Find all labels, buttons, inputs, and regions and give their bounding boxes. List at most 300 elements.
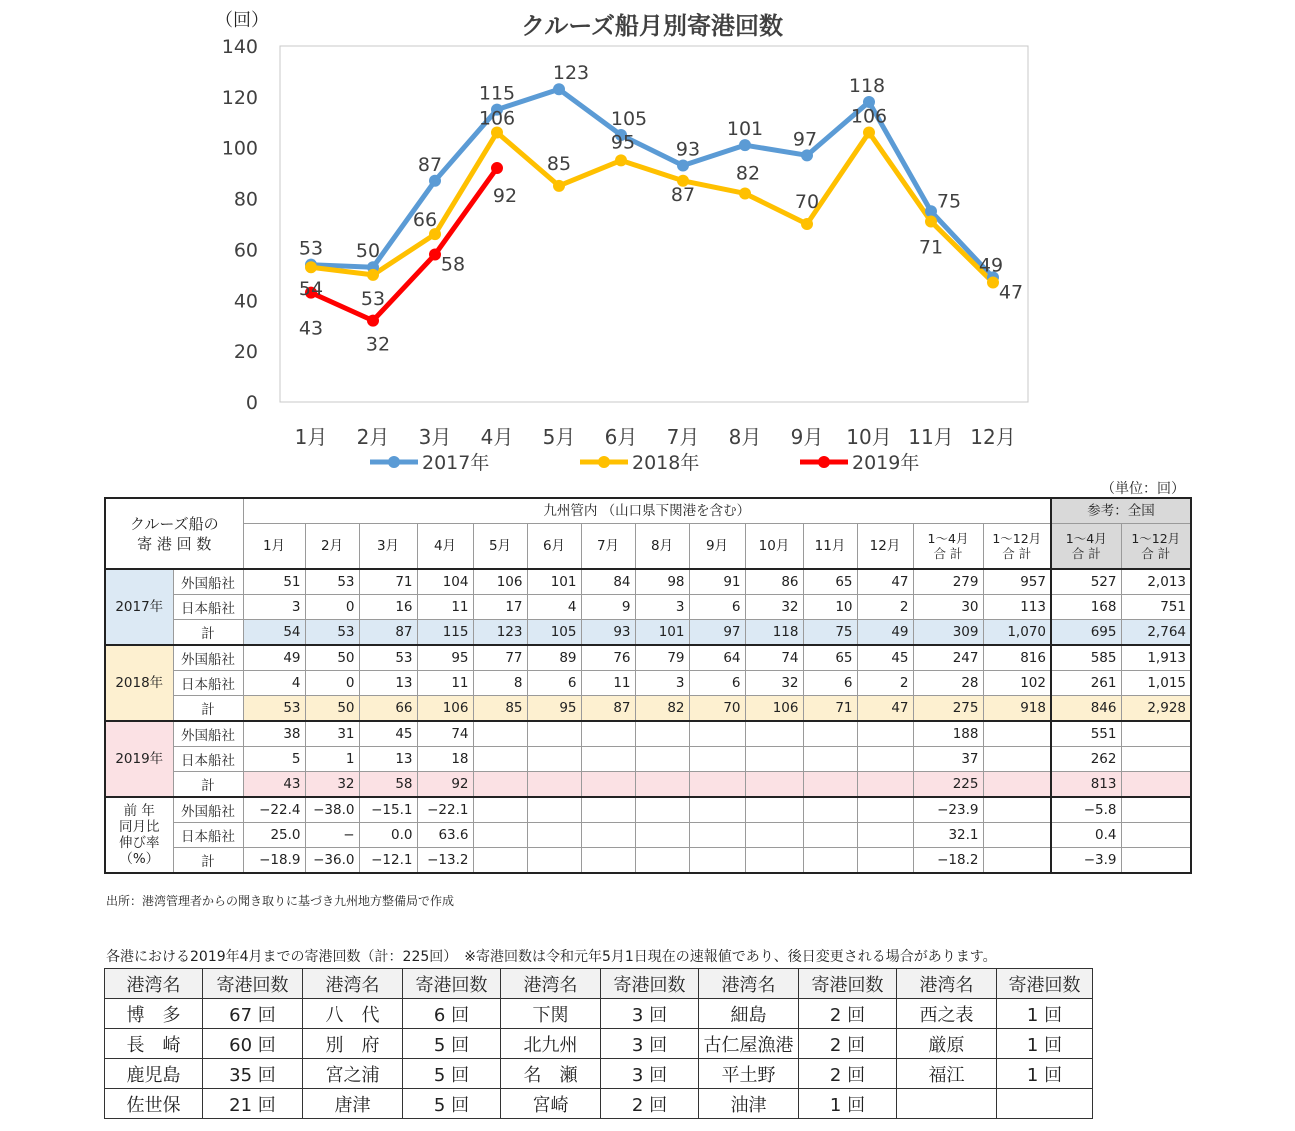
- row-label: 外国船社: [173, 569, 243, 595]
- table-cell: 18: [417, 747, 473, 772]
- table-cell: 49: [857, 620, 913, 646]
- month-header: 6月: [527, 524, 581, 570]
- month-header: 3月: [359, 524, 417, 570]
- port-name: 油津: [699, 1089, 799, 1119]
- data-label: 82: [735, 162, 761, 185]
- table-cell: 813: [1051, 772, 1121, 798]
- port-count: 5 回: [403, 1059, 501, 1089]
- port-name: [897, 1089, 997, 1119]
- cruise-stats-table: [104, 497, 1192, 874]
- data-point-0: [801, 149, 813, 161]
- port-name-header: 港湾名: [699, 969, 799, 999]
- unit-label: （単位：回）: [1101, 481, 1185, 497]
- row-label: 日本船社: [173, 747, 243, 772]
- port-count-header: 寄港回数: [799, 969, 897, 999]
- table-cell: 25.0: [243, 823, 305, 848]
- table-cell: 98: [635, 569, 689, 595]
- ref-sum-header-line: 1～4月: [1065, 531, 1107, 546]
- table-cell: [635, 721, 689, 747]
- table-cell: 8: [473, 671, 527, 696]
- group-label: 前 年 同月比 伸び率 （%）: [105, 797, 173, 873]
- table-cell: 47: [857, 569, 913, 595]
- data-point-2: [491, 162, 503, 174]
- table-cell: 82: [635, 696, 689, 722]
- table-cell: 957: [983, 569, 1051, 595]
- table-cell: 0: [305, 671, 359, 696]
- table-cell: [527, 721, 581, 747]
- table-cell: [635, 848, 689, 874]
- table-cell: [581, 721, 635, 747]
- table-cell: [983, 747, 1051, 772]
- table-cell: 65: [803, 645, 857, 671]
- y-tick-label: 140: [221, 36, 258, 58]
- table-cell: −22.1: [417, 797, 473, 823]
- row-label: 日本船社: [173, 595, 243, 620]
- data-label: 32: [365, 333, 391, 356]
- table-cell: −12.1: [359, 848, 417, 874]
- table-cell: 95: [417, 645, 473, 671]
- y-tick-label: 40: [233, 290, 258, 313]
- table-cell: 5: [243, 747, 305, 772]
- table-cell: 64: [689, 645, 745, 671]
- table-cell: 118: [745, 620, 803, 646]
- table-cell: 92: [417, 772, 473, 798]
- port-count: 1 回: [799, 1089, 897, 1119]
- y-tick-label: 20: [233, 341, 258, 364]
- table-cell: −3.9: [1051, 848, 1121, 874]
- table-cell: [635, 772, 689, 798]
- table-cell: 0.4: [1051, 823, 1121, 848]
- table-cell: 63.6: [417, 823, 473, 848]
- table-cell: [635, 797, 689, 823]
- legend-label: 2019年: [852, 452, 920, 474]
- month-header: 5月: [473, 524, 527, 570]
- group-label: 2018年: [105, 645, 173, 721]
- x-tick-label: 3月: [418, 425, 452, 449]
- table-cell: 75: [803, 620, 857, 646]
- data-point-1: [739, 187, 751, 199]
- port-count: 3 回: [601, 1029, 699, 1059]
- table-cell: [857, 823, 913, 848]
- table-cell: [983, 797, 1051, 823]
- row-label: 日本船社: [173, 823, 243, 848]
- month-header: 7月: [581, 524, 635, 570]
- ref-sum-header: [1121, 524, 1191, 570]
- data-label: 85: [546, 152, 572, 175]
- table-cell: 106: [417, 696, 473, 722]
- table-cell: 32.1: [913, 823, 983, 848]
- table-cell: 13: [359, 747, 417, 772]
- table-cell: 87: [359, 620, 417, 646]
- port-name: 博 多: [105, 999, 203, 1029]
- legend-marker-0: [388, 456, 400, 468]
- table-cell: −38.0: [305, 797, 359, 823]
- table-cell: 13: [359, 671, 417, 696]
- data-label: 53: [298, 237, 324, 260]
- table-cell: 551: [1051, 721, 1121, 747]
- row-label: 計: [173, 620, 243, 646]
- port-name: 唐津: [303, 1089, 403, 1119]
- table-cell: 1,015: [1121, 671, 1191, 696]
- x-tick-label: 2月: [356, 425, 390, 449]
- month-header: 1月: [243, 524, 305, 570]
- table-cell: 101: [527, 569, 581, 595]
- table-cell: 279: [913, 569, 983, 595]
- port-count: 2 回: [601, 1089, 699, 1119]
- ref-sum-header-line: 合 計: [1141, 546, 1171, 561]
- table-row: [105, 797, 1191, 823]
- y-tick-label: 120: [221, 86, 258, 109]
- month-header: 10月: [745, 524, 803, 570]
- table-cell: 87: [581, 696, 635, 722]
- data-label: 105: [610, 108, 648, 130]
- table-cell: 47: [857, 696, 913, 722]
- data-point-1: [987, 276, 999, 288]
- port-count: 3 回: [601, 1059, 699, 1089]
- x-tick-label: 7月: [666, 425, 700, 449]
- table-cell: [473, 848, 527, 874]
- table-cell: [473, 721, 527, 747]
- table-cell: 17: [473, 595, 527, 620]
- table-cell: −13.2: [417, 848, 473, 874]
- data-point-2: [367, 315, 379, 327]
- table-cell: 31: [305, 721, 359, 747]
- data-point-1: [801, 218, 813, 230]
- table-cell: 4: [243, 671, 305, 696]
- table-row: [105, 823, 1191, 848]
- data-label: 93: [675, 138, 701, 161]
- table-cell: 585: [1051, 645, 1121, 671]
- data-point-1: [305, 261, 317, 273]
- table-cell: 6: [803, 671, 857, 696]
- port-name: 長 崎: [105, 1029, 203, 1059]
- port-count: 60 回: [203, 1029, 303, 1059]
- table-cell: 84: [581, 569, 635, 595]
- table-cell: 54: [243, 620, 305, 646]
- table-cell: 0.0: [359, 823, 417, 848]
- sum-header-line: 1～4月: [927, 531, 969, 546]
- table-cell: 11: [417, 595, 473, 620]
- table-cell: 97: [689, 620, 745, 646]
- table-cell: 49: [243, 645, 305, 671]
- table-row: [105, 595, 1191, 620]
- table-cell: 9: [581, 595, 635, 620]
- port-name-header: 港湾名: [897, 969, 997, 999]
- ports-row: [105, 1029, 1093, 1059]
- row-label: 計: [173, 848, 243, 874]
- month-header: 8月: [635, 524, 689, 570]
- port-count-header: 寄港回数: [403, 969, 501, 999]
- port-name: 平土野: [699, 1059, 799, 1089]
- table-cell: [803, 823, 857, 848]
- table-cell: [803, 848, 857, 874]
- port-count: [997, 1089, 1093, 1119]
- data-point-1: [863, 126, 875, 138]
- table-cell: 751: [1121, 595, 1191, 620]
- table-cell: [689, 772, 745, 798]
- table-row: [105, 848, 1191, 874]
- port-count: 1 回: [997, 999, 1093, 1029]
- table-cell: 71: [359, 569, 417, 595]
- port-name: 佐世保: [105, 1089, 203, 1119]
- port-name: 名 瀬: [501, 1059, 601, 1089]
- port-count-header: 寄港回数: [997, 969, 1093, 999]
- table-cell: [803, 721, 857, 747]
- port-count: 35 回: [203, 1059, 303, 1089]
- group-label: 2019年: [105, 721, 173, 797]
- table-cell: [473, 797, 527, 823]
- x-tick-label: 6月: [604, 425, 638, 449]
- y-tick-label: 80: [233, 188, 258, 211]
- ref-sum-header: [1051, 524, 1121, 570]
- table-cell: 45: [857, 645, 913, 671]
- data-label: 58: [440, 253, 466, 276]
- table-cell: 105: [527, 620, 581, 646]
- table-cell: [1121, 747, 1191, 772]
- legend-label: 2017年: [422, 452, 490, 474]
- ref-header: 参考：全国: [1051, 498, 1191, 524]
- table-cell: 28: [913, 671, 983, 696]
- x-tick-label: 10月: [846, 425, 892, 449]
- sum-header: [983, 524, 1051, 570]
- table-cell: [527, 848, 581, 874]
- data-label: 95: [610, 131, 636, 154]
- data-label: 70: [794, 191, 820, 213]
- port-count: 2 回: [799, 1029, 897, 1059]
- row-label: 日本船社: [173, 671, 243, 696]
- table-cell: [473, 823, 527, 848]
- data-point-1: [553, 180, 565, 192]
- table-cell: [527, 772, 581, 798]
- table-cell: [581, 772, 635, 798]
- table-row: [105, 671, 1191, 696]
- table-row: [105, 747, 1191, 772]
- y-tick-label: 60: [233, 239, 258, 262]
- table-cell: 2,928: [1121, 696, 1191, 722]
- month-header: 4月: [417, 524, 473, 570]
- table-cell: [1121, 797, 1191, 823]
- data-label: 87: [417, 153, 443, 176]
- data-label: 43: [298, 317, 324, 340]
- table-cell: [857, 772, 913, 798]
- table-cell: 76: [581, 645, 635, 671]
- port-count: 2 回: [799, 1059, 897, 1089]
- table-cell: 10: [803, 595, 857, 620]
- table-cell: 53: [359, 645, 417, 671]
- port-name: 下関: [501, 999, 601, 1029]
- table-cell: 3: [635, 595, 689, 620]
- data-label: 92: [492, 185, 518, 208]
- sum-header-line: 合 計: [1002, 546, 1032, 561]
- table-cell: 95: [527, 696, 581, 722]
- data-label: 71: [918, 236, 944, 259]
- table-cell: [635, 747, 689, 772]
- table-cell: 527: [1051, 569, 1121, 595]
- table-cell: [635, 823, 689, 848]
- port-count: 21 回: [203, 1089, 303, 1119]
- table-cell: 93: [581, 620, 635, 646]
- ports-row: [105, 1089, 1093, 1119]
- table-cell: [857, 848, 913, 874]
- table-cell: [983, 721, 1051, 747]
- table-cell: [745, 772, 803, 798]
- port-count: 5 回: [403, 1089, 501, 1119]
- series-line-2: [311, 168, 497, 321]
- port-count: 1 回: [997, 1059, 1093, 1089]
- table-cell: 85: [473, 696, 527, 722]
- table-cell: −36.0: [305, 848, 359, 874]
- table-cell: 2: [857, 595, 913, 620]
- table-cell: 11: [417, 671, 473, 696]
- port-name-header: 港湾名: [501, 969, 601, 999]
- table-cell: 11: [581, 671, 635, 696]
- x-tick-label: 4月: [480, 425, 514, 449]
- table-cell: [983, 823, 1051, 848]
- sum-header: [913, 524, 983, 570]
- table-cell: [473, 747, 527, 772]
- table-cell: [803, 772, 857, 798]
- table-cell: 86: [745, 569, 803, 595]
- table-cell: [857, 721, 913, 747]
- table-cell: 816: [983, 645, 1051, 671]
- ref-sum-header-line: 1～12月: [1131, 531, 1181, 546]
- table-cell: 70: [689, 696, 745, 722]
- table-cell: 2,013: [1121, 569, 1191, 595]
- data-point-0: [553, 83, 565, 95]
- table-cell: 6: [689, 671, 745, 696]
- table-cell: 3: [635, 671, 689, 696]
- table-cell: 168: [1051, 595, 1121, 620]
- port-name: 細島: [699, 999, 799, 1029]
- table-cell: 77: [473, 645, 527, 671]
- table-cell: [983, 772, 1051, 798]
- table-cell: 32: [305, 772, 359, 798]
- x-tick-label: 1月: [294, 425, 328, 449]
- table-cell: [527, 747, 581, 772]
- row-label: 外国船社: [173, 721, 243, 747]
- data-label: 53: [360, 287, 386, 310]
- sum-header-line: 1～12月: [992, 531, 1042, 546]
- table-cell: 51: [243, 569, 305, 595]
- table-cell: 104: [417, 569, 473, 595]
- table-cell: [857, 747, 913, 772]
- month-header: 12月: [857, 524, 913, 570]
- chart-title: クルーズ船月別寄港回数: [520, 12, 784, 40]
- table-cell: 16: [359, 595, 417, 620]
- line-chart: [0, 0, 1295, 480]
- x-tick-label: 11月: [908, 425, 954, 449]
- table-cell: [689, 721, 745, 747]
- table-row: [105, 696, 1191, 722]
- table-cell: 6: [527, 671, 581, 696]
- row-label: 外国船社: [173, 645, 243, 671]
- table-cell: 6: [689, 595, 745, 620]
- port-count: 2 回: [799, 999, 897, 1029]
- table-cell: 30: [913, 595, 983, 620]
- port-count: 6 回: [403, 999, 501, 1029]
- table-cell: 113: [983, 595, 1051, 620]
- data-label: 97: [792, 128, 818, 151]
- table-cell: [745, 797, 803, 823]
- table-cell: 123: [473, 620, 527, 646]
- data-label: 75: [936, 190, 962, 213]
- data-label: 50: [355, 240, 381, 263]
- port-name: 厳原: [897, 1029, 997, 1059]
- data-label: 49: [978, 254, 1004, 277]
- table-cell: [689, 747, 745, 772]
- table-corner: [105, 498, 243, 569]
- table-cell: 89: [527, 645, 581, 671]
- table-cell: 1,070: [983, 620, 1051, 646]
- x-tick-label: 9月: [790, 425, 824, 449]
- port-count: 1 回: [997, 1029, 1093, 1059]
- data-label: 66: [412, 209, 438, 232]
- table-cell: 53: [305, 569, 359, 595]
- port-count-header: 寄港回数: [203, 969, 303, 999]
- table-cell: 261: [1051, 671, 1121, 696]
- port-count: 5 回: [403, 1029, 501, 1059]
- table-row: [105, 620, 1191, 646]
- data-label: 54: [298, 278, 324, 301]
- table-cell: 79: [635, 645, 689, 671]
- port-name: 宮崎: [501, 1089, 601, 1119]
- table-cell: [803, 797, 857, 823]
- row-label: 計: [173, 696, 243, 722]
- table-cell: 32: [745, 671, 803, 696]
- table-cell: 247: [913, 645, 983, 671]
- table-cell: 74: [745, 645, 803, 671]
- table-cell: −18.2: [913, 848, 983, 874]
- data-label: 106: [850, 105, 888, 128]
- table-cell: [857, 797, 913, 823]
- table-cell: [1121, 772, 1191, 798]
- data-point-0: [677, 160, 689, 172]
- plot-area: [280, 46, 1028, 402]
- table-cell: 101: [635, 620, 689, 646]
- port-count: 3 回: [601, 999, 699, 1029]
- table-cell: 115: [417, 620, 473, 646]
- table-cell: [527, 823, 581, 848]
- table-cell: [581, 797, 635, 823]
- ports-row: [105, 999, 1093, 1029]
- data-point-2: [429, 249, 441, 261]
- table-cell: [689, 823, 745, 848]
- x-tick-label: 12月: [970, 425, 1016, 449]
- corner-line: クルーズ船の: [129, 514, 219, 533]
- y-tick-label: 100: [221, 137, 258, 160]
- data-label: 47: [998, 281, 1024, 304]
- table-cell: 2: [857, 671, 913, 696]
- ports-table: [104, 968, 1093, 1119]
- table-cell: 846: [1051, 696, 1121, 722]
- data-label: 118: [848, 74, 886, 97]
- table-cell: 91: [689, 569, 745, 595]
- ports-row: [105, 1059, 1093, 1089]
- port-name: 古仁屋漁港: [699, 1029, 799, 1059]
- table-cell: [745, 721, 803, 747]
- table-cell: [745, 848, 803, 874]
- table-cell: [581, 848, 635, 874]
- port-name: 福江: [897, 1059, 997, 1089]
- table-cell: 53: [305, 620, 359, 646]
- table-cell: 53: [243, 696, 305, 722]
- table-cell: 66: [359, 696, 417, 722]
- table-cell: [581, 823, 635, 848]
- kyushu-header: 九州管内 （山口県下関港を含む）: [243, 498, 1051, 524]
- table-cell: 50: [305, 696, 359, 722]
- table-cell: −15.1: [359, 797, 417, 823]
- port-count-header: 寄港回数: [601, 969, 699, 999]
